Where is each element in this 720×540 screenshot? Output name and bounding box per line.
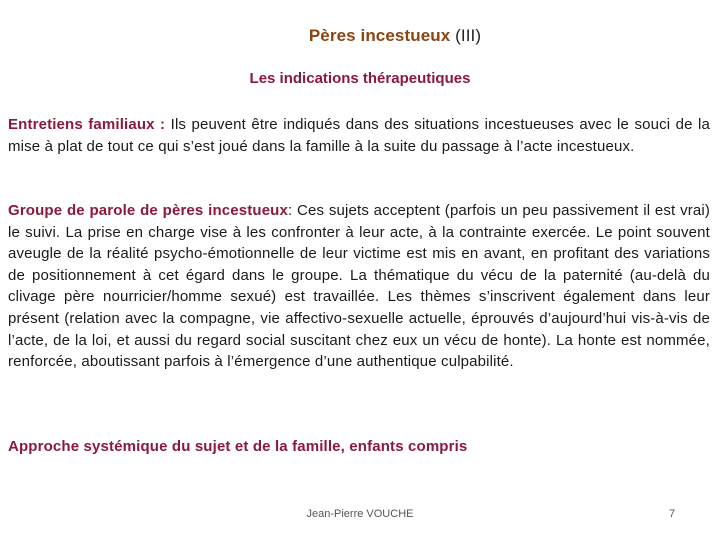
paragraph-body: : Ces sujets acceptent (parfois un peu passivement il est vrai) le suivi. La prise en charge vise à les confronter à leur acte, à la contrainte exercée. Le point souvent aveugle de la réalité psycho-émotionnelle de leur victime est mis en avant, en profitant des variations de positionnement à cet égard dans le groupe. La thématique du vécu de la paternité (au-delà du clivage père nourricier/homme sexué) est travaillée. Les thèmes s’inscrivent également dans leur présent (relation avec la compagne, vie affectivo-sexuelle actuelle, éprouvés d’aujourd’hui vis-à-vis de l’acte, de la loi, et aussi du regard social suscitant chez eux un vécu de honte). La honte est nommée, renforcée, aboutissant parfois à l’émergence d’une authentique culpabilité. <box>8 202 710 371</box>
paragraph-body: Ils peuvent être indiqués dans des situations incestueuses avec le souci de la mise à plat de tout ce qui s’est joué dans la famille à la suite du passage à l’acte incestueux. <box>8 116 711 155</box>
paragraph-systemic-approach: Approche systémique du sujet et de la famille, enfants compris <box>8 438 468 455</box>
paragraph-family-interviews <box>8 114 710 157</box>
paragraph-lead: Entretiens familiaux : <box>8 116 166 133</box>
footer-author: Jean-Pierre VOUCHE <box>306 508 414 520</box>
slide-title-suffix: (III) <box>450 26 482 45</box>
page-number: 7 <box>668 508 676 520</box>
paragraph-lead: Groupe de parole de pères incestueux <box>8 202 288 219</box>
paragraph-fathers-group <box>8 200 710 373</box>
slide-subtitle: Les indications thérapeutiques <box>249 70 471 87</box>
slide-title-main: Pères incestueux <box>308 26 451 45</box>
slide-title <box>0 26 720 46</box>
